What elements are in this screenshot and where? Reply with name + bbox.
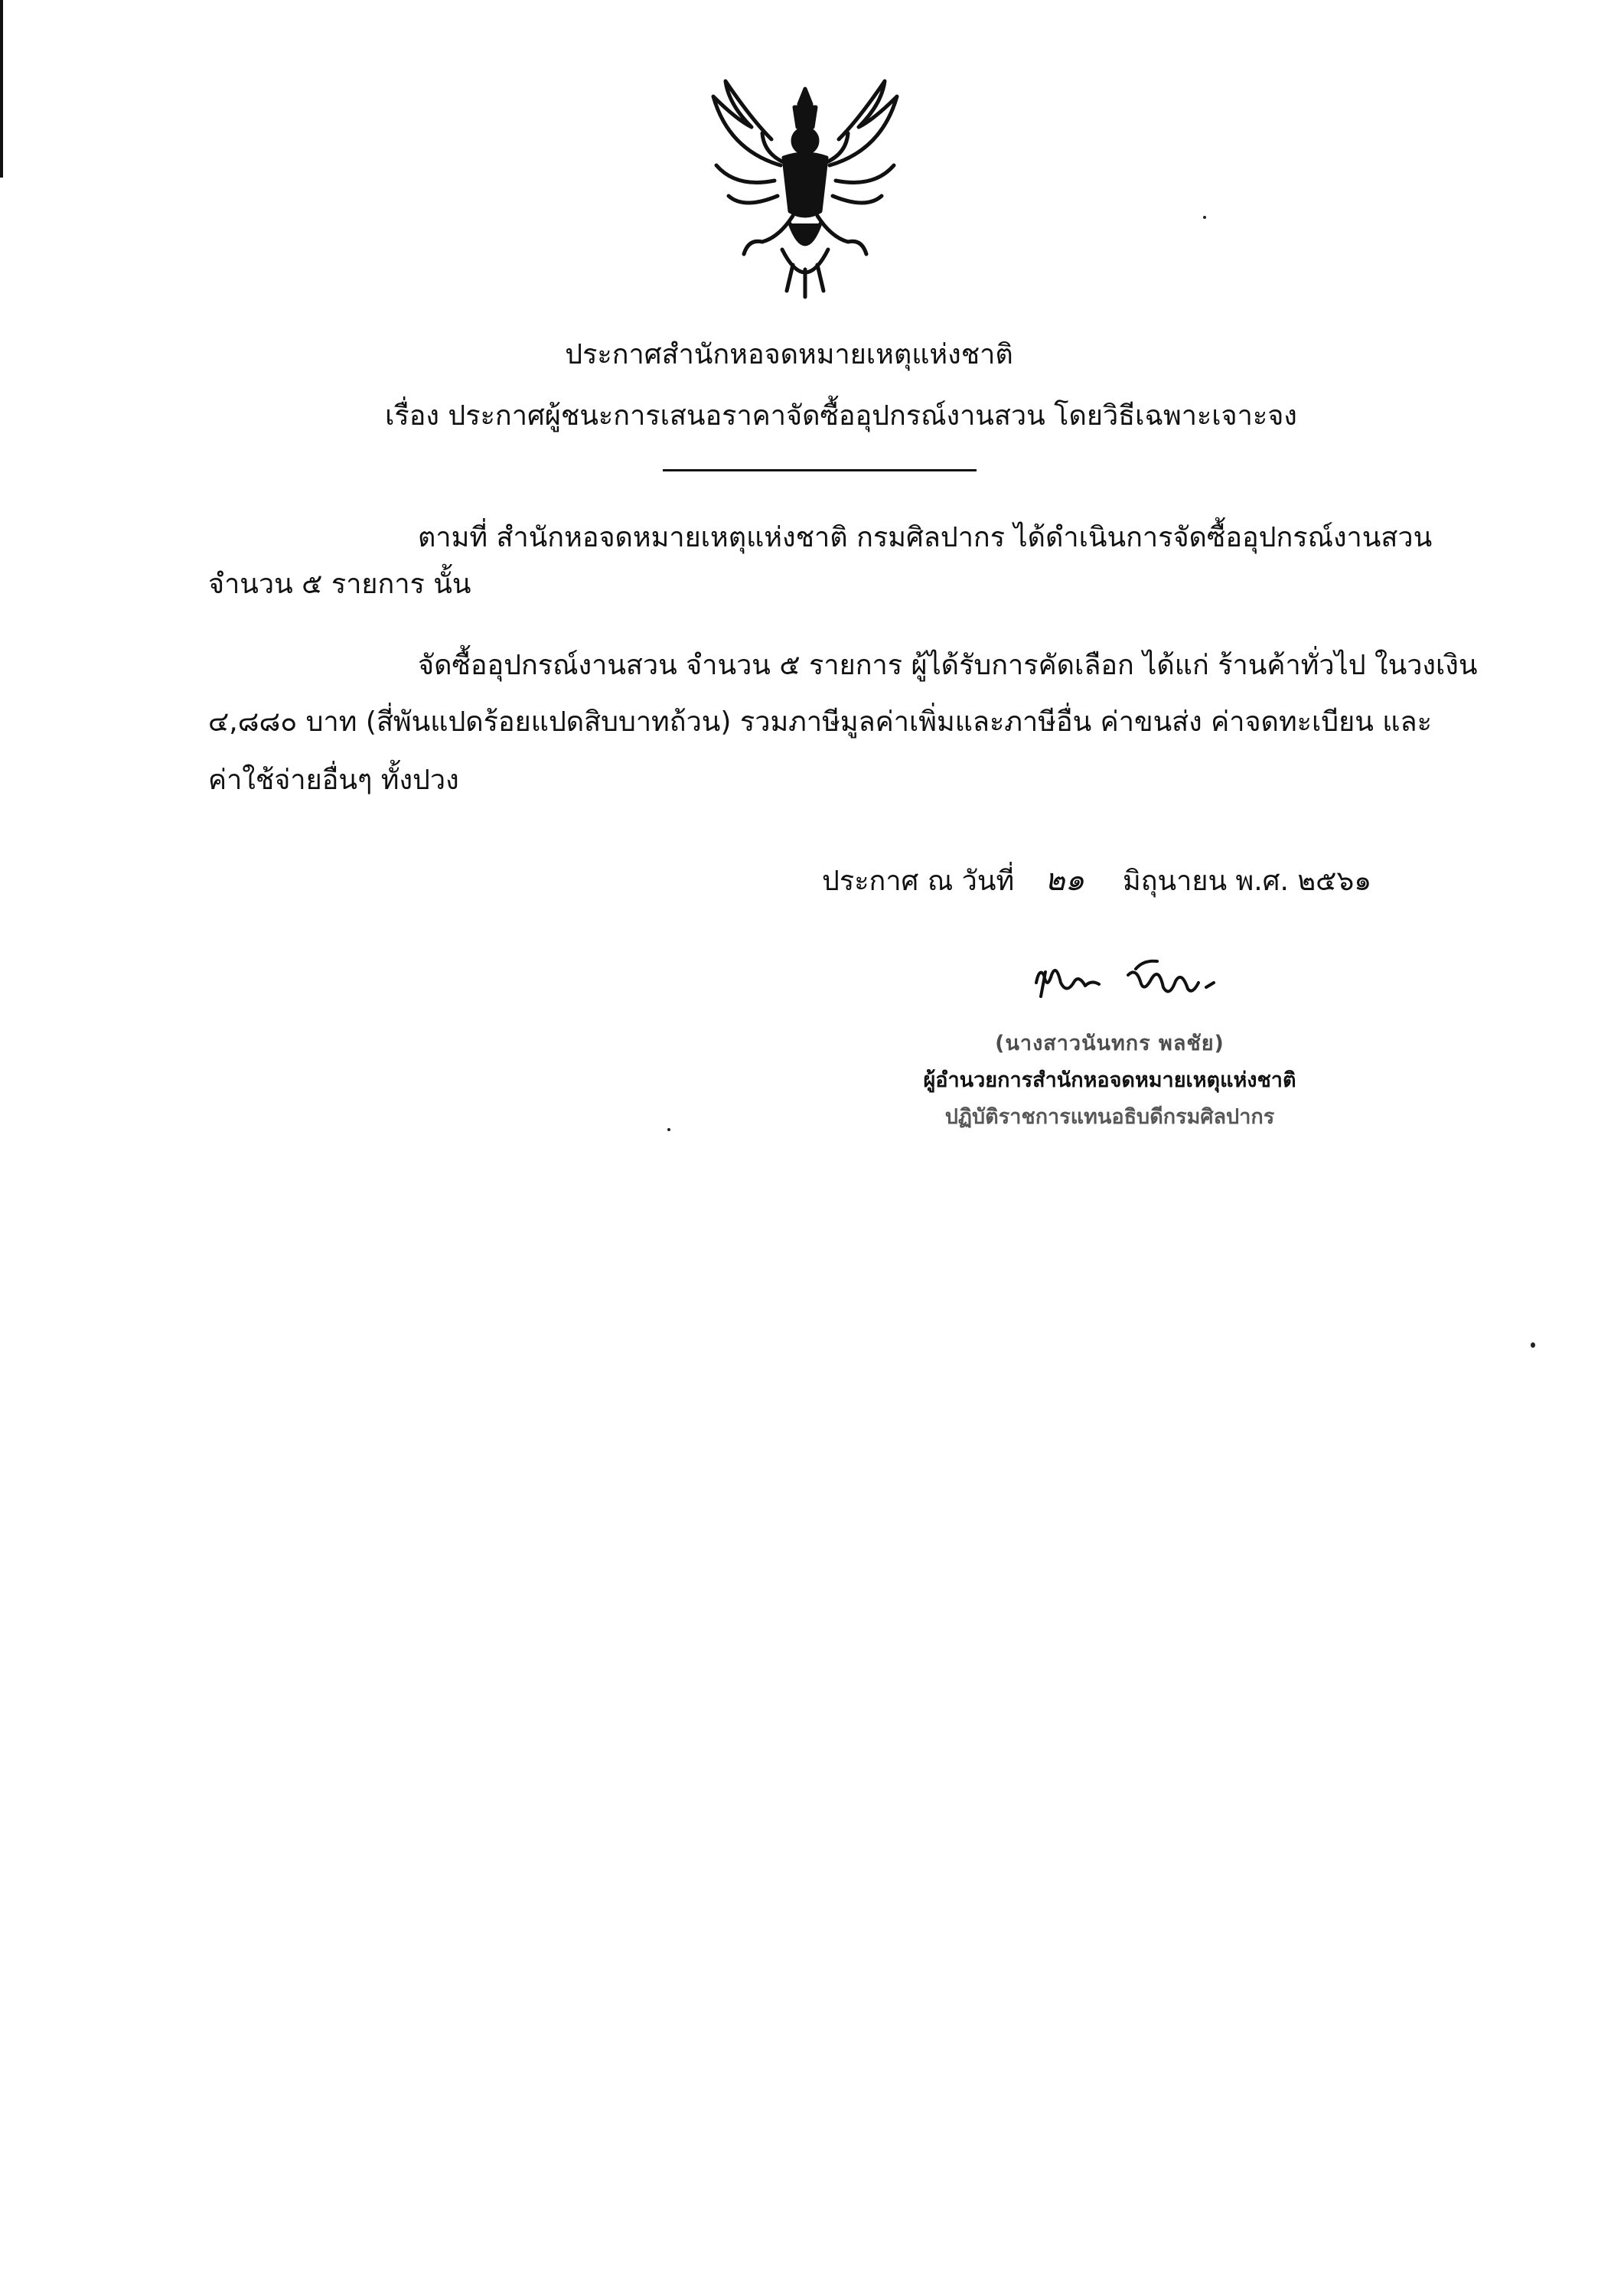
date-prefix: ประกาศ ณ วันที่ (822, 866, 1015, 897)
signatory-acting-for: ปฏิบัติราชการแทนอธิบดีกรมศิลปากร (944, 1105, 1275, 1129)
scan-speck (667, 1128, 670, 1131)
date-month-year: มิถุนายน พ.ศ. ๒๕๖๑ (1123, 866, 1372, 897)
scan-speck (1531, 1342, 1535, 1348)
date-day: ๒๑ (1045, 863, 1084, 898)
announcement-title: ประกาศสำนักหอจดหมายเหตุแห่งชาติ (565, 339, 1013, 370)
signatory-position: ผู้อำนวยการสำนักหอจดหมายเหตุแห่งชาติ (923, 1068, 1296, 1092)
signatory-name: (นางสาวนันทกร พลชัย) (995, 1032, 1225, 1055)
paragraph2-line1: จัดซื้ออุปกรณ์งานสวน จำนวน ๕ รายการ ผู้ได้รับการคัดเลือก ได้แก่ ร้านค้าทั่วไป ในวงเงิน (418, 650, 1478, 681)
announcement-date (822, 862, 1371, 900)
announcement-subject: เรื่อง ประกาศผู้ชนะการเสนอราคาจัดซื้ออุปกรณ์งานสวน โดยวิธีเฉพาะเจาะจง (385, 400, 1297, 432)
handwritten-signature (1029, 952, 1258, 1013)
title-divider (663, 469, 977, 471)
scan-edge-mark (0, 0, 3, 178)
paragraph1-line1: ตามที่ สำนักหอจดหมายเหตุแห่งชาติ กรมศิลปากร ได้ดำเนินการจัดซื้ออุปกรณ์งานสวน (418, 522, 1433, 553)
signatory-block (911, 1026, 1309, 1136)
garuda-emblem-icon (698, 73, 912, 303)
paragraph2-line2: ๔,๘๘๐ บาท (สี่พันแปดร้อยแปดสิบบาทถ้วน) รวมภาษีมูลค่าเพิ่มและภาษีอื่น ค่าขนส่ง ค่าจดทะเบียน และ (208, 706, 1432, 738)
paragraph1-line2: จำนวน ๕ รายการ นั้น (208, 569, 471, 600)
paragraph2-line3: ค่าใช้จ่ายอื่นๆ ทั้งปวง (208, 765, 459, 796)
scan-speck (1203, 216, 1206, 219)
